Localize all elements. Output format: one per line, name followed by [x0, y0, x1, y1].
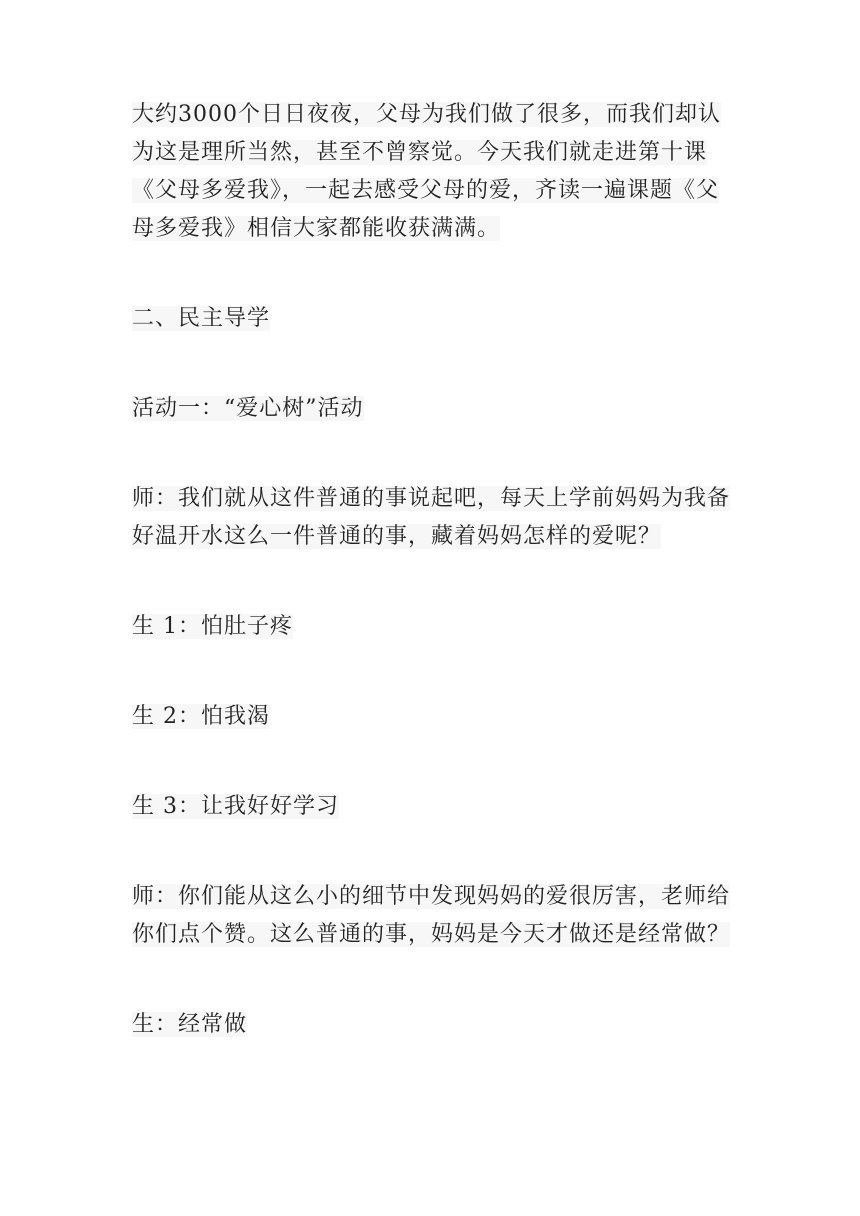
activity-heading-text: 活动一：“爱心树”活动 — [132, 396, 364, 421]
paragraph-student-3 — [132, 788, 732, 826]
spacer — [132, 646, 732, 698]
spacer — [132, 428, 732, 480]
activity-heading — [132, 390, 732, 428]
paragraph-student-4 — [132, 1006, 732, 1044]
section-heading — [132, 300, 732, 338]
paragraph-student-2 — [132, 698, 732, 736]
paragraph-student-1-text: 生 1：怕肚子疼 — [132, 614, 293, 639]
spacer — [132, 338, 732, 390]
section-heading-text: 二、民主导学 — [132, 306, 271, 331]
paragraph-student-4-text: 生：经常做 — [132, 1012, 248, 1037]
paragraph-teacher-1 — [132, 480, 732, 556]
document-page — [132, 96, 732, 1044]
paragraph-teacher-2-text: 师：你们能从这么小的细节中发现妈妈的爱很厉害，老师给你们点个赞。这么普通的事，妈妈是今天才做还是经常做？ — [132, 884, 731, 947]
spacer — [132, 248, 732, 300]
spacer — [132, 954, 732, 1006]
paragraph-student-2-text: 生 2：怕我渴 — [132, 704, 270, 729]
paragraph-intro-text: 大约3000个日日夜夜，父母为我们做了很多，而我们却认为这是理所当然，甚至不曾察觉。今天我们就走进第十课《父母多爱我》，一起去感受父母的爱，齐读一遍课题《父母多爱我》相信大家都能收获满满。 — [132, 102, 721, 241]
spacer — [132, 556, 732, 608]
spacer — [132, 826, 732, 878]
paragraph-intro — [132, 96, 732, 248]
paragraph-teacher-2 — [132, 878, 732, 954]
spacer — [132, 736, 732, 788]
paragraph-teacher-1-text: 师：我们就从这件普通的事说起吧，每天上学前妈妈为我备好温开水这么一件普通的事，藏着妈妈怎样的爱呢？ — [132, 486, 731, 549]
paragraph-student-1 — [132, 608, 732, 646]
paragraph-student-3-text: 生 3：让我好好学习 — [132, 794, 339, 819]
